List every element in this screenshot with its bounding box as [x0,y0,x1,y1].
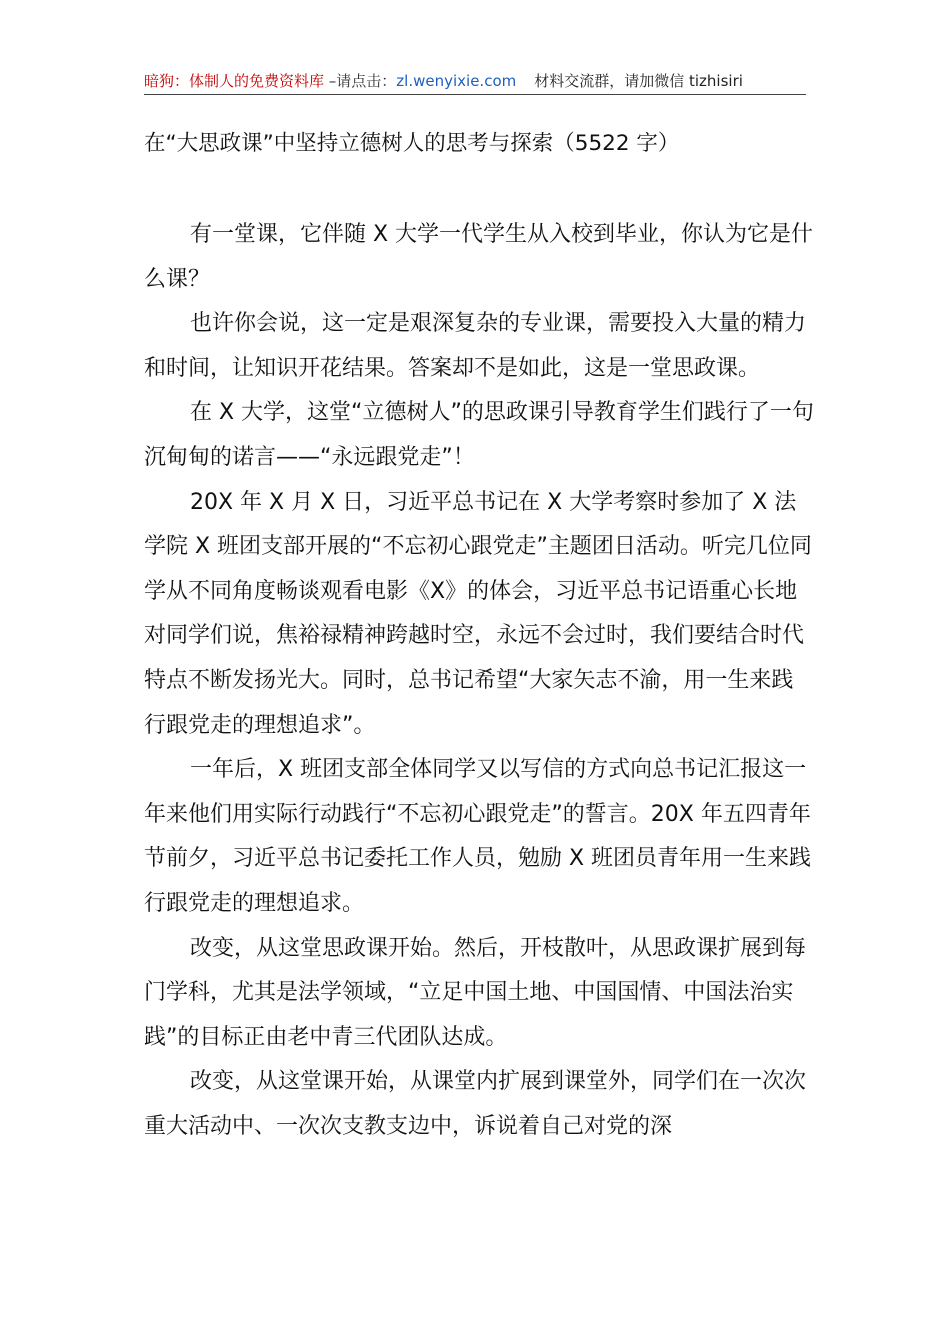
page-header [144,68,806,95]
document-title: 在“大思政课”中坚持立德树人的思考与探索（5522 字） [144,131,680,156]
paragraph: 改变，从这堂课开始，从课堂内扩展到课堂外，同学们在一次次重大活动中、一次次支教支边中，诉说着自己对党的深 [144,1069,807,1139]
paragraph: 改变，从这堂思政课开始。然后，开枝散叶，从思政课扩展到每门学科，尤其是法学领域，“立足中国土地、中国国情、中国法治实践”的目标正由老中青三代团队达成。 [144,935,807,1050]
paragraph: 有一堂课，它伴随 X 大学一代学生从入校到毕业，你认为它是什么课？ [144,222,814,292]
header-prompt: –请点击： [324,72,397,90]
paragraph: 也许你会说，这一定是艰深复杂的专业课，需要投入大量的精力和时间，让知识开花结果。答案却不是如此，这是一堂思政课。 [144,311,807,381]
header-brand: 暗狗：体制人的免费资料库 [144,72,325,90]
header-group-note: 材料交流群，请加微信 tizhisiri [534,72,743,90]
document-body [144,213,814,1149]
paragraph: 在 X 大学，这堂“立德树人”的思政课引导教育学生们践行了一句沉甸甸的诺言——“永远跟党走”！ [144,400,814,470]
paragraph: 一年后，X 班团支部全体同学又以写信的方式向总书记汇报这一年来他们用实际行动践行“不忘初心跟党走”的誓言。20X 年五四青年节前夕，习近平总书记委托工作人员，勉励 X 班团员青年用一生来践行跟党走的理想追求。 [144,757,812,916]
header-link[interactable]: zl.wenyixie.com [396,72,517,90]
paragraph: 20X 年 X 月 X 日，习近平总书记在 X 大学考察时参加了 X 法学院 X 班团支部开展的“不忘初心跟党走”主题团日活动。听完几位同学从不同角度畅谈观看电影《X》的体会，习近平总书记语重心长地对同学们说，焦裕禄精神跨越时空，永远不会过时，我们要结合时代特点不断发扬光大。同时，总书记希望“大家矢志不渝，用一生来践行跟党走的理想追求”。 [144,489,812,738]
